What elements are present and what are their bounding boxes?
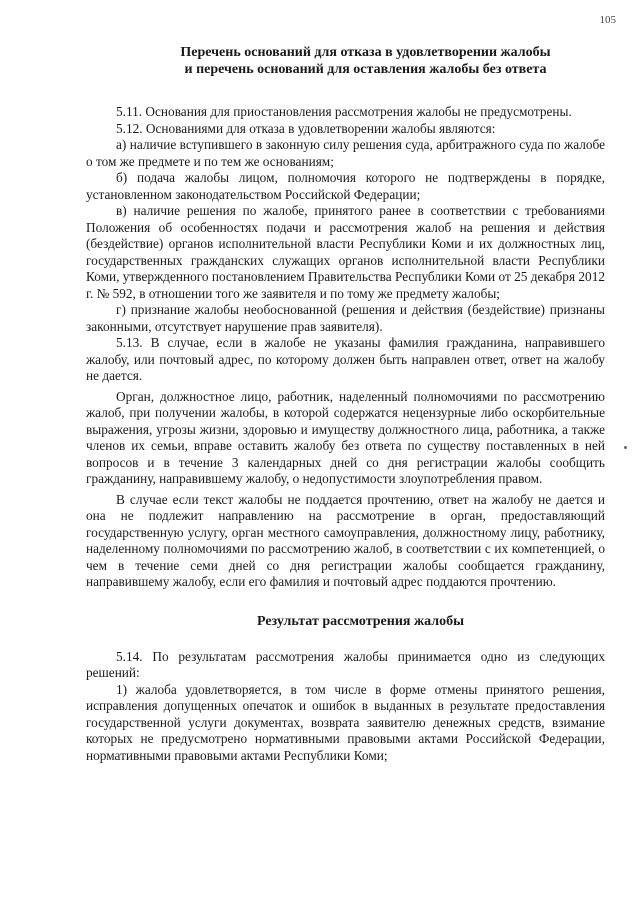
list-item-b: б) подача жалобы лицом, полномочия которого не подтверждены в порядке, установленном законодательством Российской Федерации;	[86, 170, 605, 202]
section-title-line-2: и перечень оснований для оставления жалобы без ответа	[184, 62, 547, 77]
document-body	[86, 44, 605, 764]
page-number: 105	[599, 14, 616, 26]
section-title	[86, 44, 605, 78]
paragraph-unreadable: В случае если текст жалобы не поддается прочтению, ответ на жалобу не дается и она не подлежит направлению на рассмотрение в орган, предоставляющий государственную услугу, орган местного самоуправления, должностному лицу, работнику, наделенному полномочиями по рассмотрению жалоб, в соответствии с их компетенцией, о чем в течение семи дней со дня регистрации жалобы сообщается гражданину, направившему жалобу, если его фамилия и почтовый адрес поддаются прочтению.	[86, 491, 605, 589]
paragraph-5-14: 5.14. По результатам рассмотрения жалобы принимается одно из следующих решений:	[86, 648, 605, 680]
paragraph-5-11: 5.11. Основания для приостановления рассмотрения жалобы не предусмотрены.	[116, 104, 572, 119]
list-item-v: в) наличие решения по жалобе, принятого ранее в соответствии с требованиями Положения об особенностях подачи и рассмотрения жалоб на решения и действия (бездействие) органов исполнительной власти Республики Коми и их должностных лиц, государственных гражданских служащих органов исполнительной власти Республики Коми, утвержденного постановлением Правительства Республики Коми от 25 декабря 2012 г. № 592, в отношении того же заявителя и по тому же предмету жалобы;	[86, 203, 605, 301]
scan-speck	[624, 446, 627, 449]
list-item-1: 1) жалоба удовлетворяется, в том числе в форме отмены принятого решения, исправления допущенных опечаток и ошибок в выданных в результате предоставления государственной услуги документах, возврата заявителю денежных средств, взимание которых не предусмотрено нормативными правовыми актами Российской Федерации, нормативными правовыми актами Республики Коми;	[86, 681, 605, 763]
section-title-result: Результат рассмотрения жалобы	[256, 613, 465, 629]
list-item-g: г) признание жалобы необоснованной (решения и действия (бездействие) признаны законными, отсутствует нарушение прав заявителя).	[86, 302, 605, 334]
paragraph-organ: Орган, должностное лицо, работник, наделенный полномочиями по рассмотрению жалоб, при получении жалобы, в которой содержатся нецензурные либо оскорбительные выражения, угрозы жизни, здоровью и имуществу должностного лица, работника, а также членов их семьи, вправе оставить жалобу без ответа по существу поставленных в ней вопросов и в течение 3 календарных дней со дня регистрации жалобы сообщить гражданину, направившему жалобу, о недопустимости злоупотребления правом.	[86, 388, 605, 486]
paragraph-5-13: 5.13. В случае, если в жалобе не указаны фамилия гражданина, направившего жалобу, или почтовый адрес, по которому должен быть направлен ответ, ответ на жалобу не дается.	[86, 335, 605, 383]
section-title-line-1: Перечень оснований для отказа в удовлетворении жалобы	[180, 45, 551, 60]
list-item-a: а) наличие вступившего в законную силу решения суда, арбитражного суда по жалобе о том же предмете и по тем же основаниям;	[86, 137, 605, 169]
paragraph-5-12: 5.12. Основаниями для отказа в удовлетворении жалобы являются:	[116, 120, 496, 136]
